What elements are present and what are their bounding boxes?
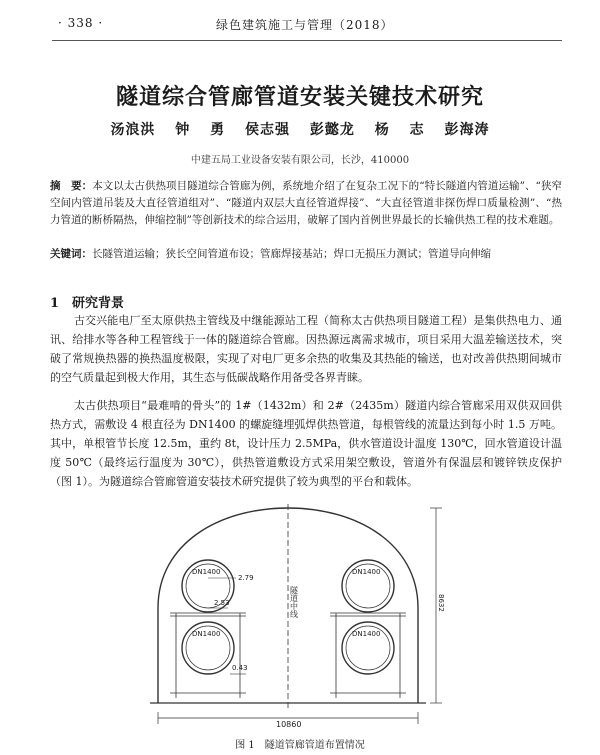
- header-rule: [52, 40, 562, 41]
- pipe-label-ru: DN1400: [352, 568, 381, 576]
- keywords-label: 关键词：: [50, 248, 92, 260]
- paragraph-2: 太古供热项目“最难啃的骨头”的 1#（1432m）和 2#（2435m）隧道内综合管廊采用双供双回供热方式，需敷设 4 根直径为 DN1400 的螺旋缝埋弧焊供热管道，每根管线的流量达到每小时 1.5 万吨。其中，单根管节长度 12.5m，重约 8t，设计压力 2.5MPa，供水管道设计温度 130℃，回水管道设计温度 50℃（最终运行温度为 30℃），供热管道敷设方式采用架空敷设，管道外有保温层和镀锌铁皮保护（图 1）。为隧道综合管廊管道安装技术研究提供了较为典型的平台和载体。: [50, 399, 562, 488]
- dim-height-label: 8632: [437, 594, 445, 612]
- pipe-label-rl: DN1400: [352, 630, 381, 638]
- abstract-label: 摘 要：: [50, 180, 93, 192]
- abstract: [50, 178, 562, 229]
- page-number: · 338 ·: [58, 16, 104, 30]
- paragraph-1: 古交兴能电厂至太原供热主管线及中继能源站工程（简称太古供热项目隧道工程）是集供热电力、通讯、给排水等各种工程管线于一体的隧道综合管廊。因热源远离需求城市，项目采用大温差输送技术，突破了常规换热器的换热温度极限，实现了对电厂更多余热的收集及其热能的输送，也对改善供热期间城市的空气质量起到极大作用，其生态与低碳战略作用备受各界青睐。: [50, 314, 562, 384]
- centerline-label: 隧道中线: [289, 586, 299, 618]
- keywords-text: 长隧管道运输；狭长空间管道布设；管廊焊接基站；焊口无损压力测试；管道导向伸缩: [92, 248, 491, 260]
- figure-caption: 图 1 隧道管廊管道布置情况: [235, 740, 365, 751]
- section-heading: 1 研究背景: [50, 296, 125, 311]
- dim-width-label: 10860: [276, 720, 302, 728]
- pipe-label-lu: DN1400: [192, 568, 221, 576]
- dim-a-label: 2.79: [238, 574, 254, 582]
- abstract-text: 本文以太古供热项目隧道综合管廊为例，系统地介绍了在复杂工况下的“特长隧道内管道运输”、“狭窄空间内管道吊装及大直径管道组对”、“隧道内双层大直径管道焊接”、“大直径管道非探伤焊口质量检测”、“热力管道的断桥隔热，伸缩控制”等创新技术的综合运用，破解了国内首例世界最长的长输供热工程的技术难题。: [50, 180, 563, 226]
- keywords: [50, 246, 562, 263]
- paper-affiliation: 中建五局工业设备安装有限公司，长沙，410000: [190, 155, 410, 166]
- paper-title: 隧道综合管廊管道安装关键技术研究: [115, 84, 484, 110]
- dim-b-label: 2.53: [214, 599, 230, 607]
- paper-authors: 汤浪洪 钟 勇 侯志强 彭懿龙 杨 志 彭海涛: [110, 122, 490, 138]
- journal-title: 绿色建筑施工与管理（2018）: [216, 18, 394, 32]
- tunnel-pipe-diagram: [140, 498, 460, 728]
- dim-c-label: 0.43: [232, 664, 248, 672]
- pipe-label-ll: DN1400: [192, 630, 221, 638]
